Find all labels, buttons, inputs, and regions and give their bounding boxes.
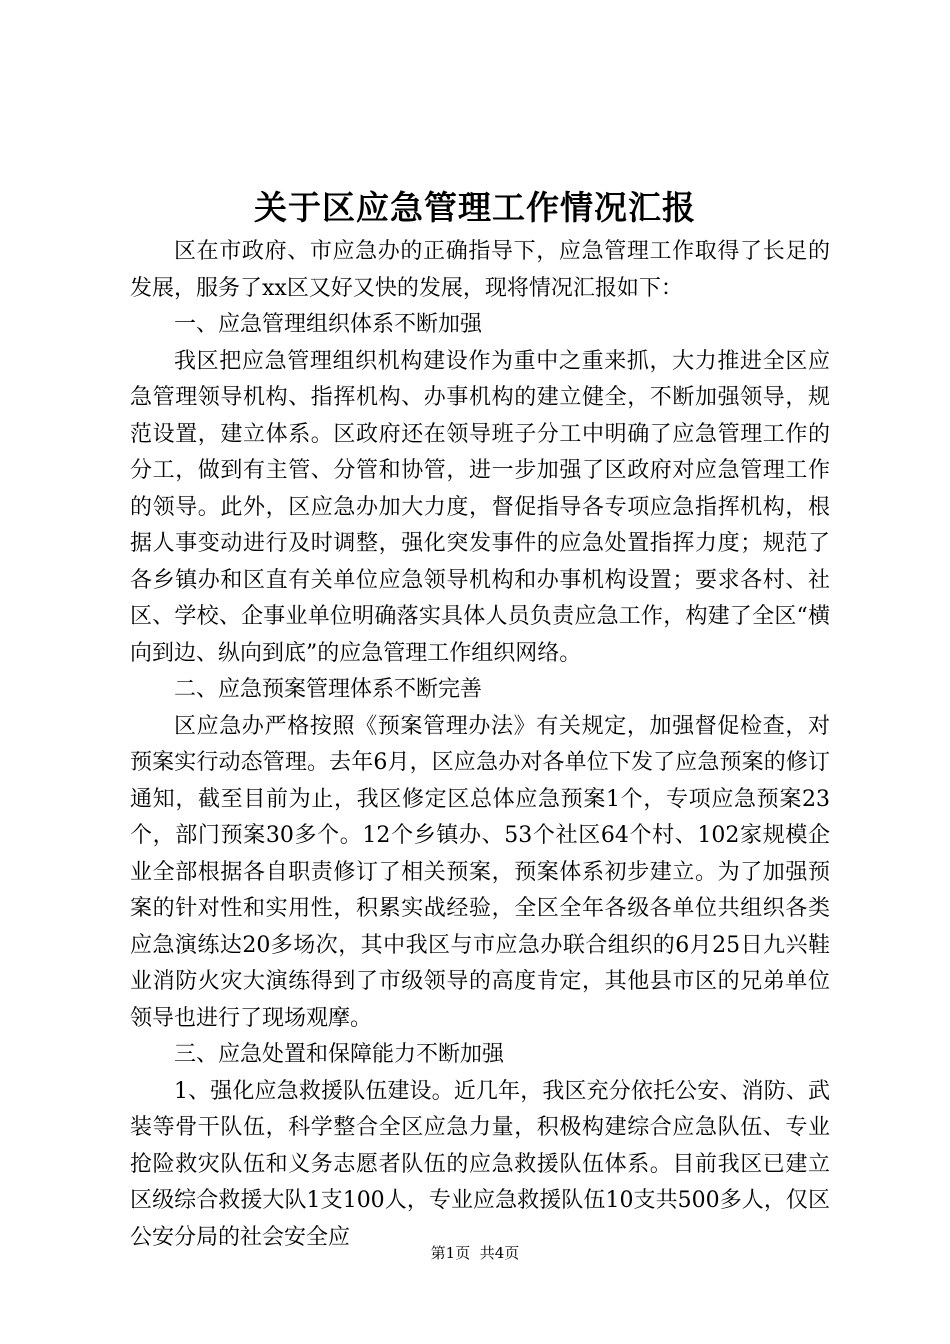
body-paragraph: 1、强化应急救援队伍建设。近几年，我区充分依托公安、消防、武装等骨干队伍，科学整合全区应急力量，积极构建综合应急队伍、专业抢险救灾队伍和义务志愿者队伍的应急救援队伍体系。目前我区已建立区级综合救援大队1支100人，专业应急救援队伍10支共500多人，仅区公安分局的社会安全应 — [130, 1078, 830, 1250]
body-paragraph: 区应急办严格按照《预案管理办法》有关规定，加强督促检查，对预案实行动态管理。去年6月，区应急办对各单位下发了应急预案的修订通知，截至目前为止，我区修定区总体应急预案1个，专项应急预案23个，部门预案30多个。12个乡镇办、53个社区64个村、102家规模企业全部根据各自职责修订了相关预案，预案体系初步建立。为了加强预案的针对性和实用性，积累实战经验，全区全年各级各单位共组织各类应急演练达20多场次，其中我区与市应急办联合组织的6月25日九兴鞋业消防火灾大演练得到了市级领导的高度肯定，其他县市区的兄弟单位领导也进行了现场观摩。 — [130, 713, 830, 1031]
section-heading-3: 三、应急处置和保障能力不断加强 — [174, 1042, 505, 1067]
page-footer — [0, 1243, 950, 1263]
page-total: 共4页 — [479, 1244, 520, 1262]
document-body — [130, 234, 830, 1256]
body-paragraph: 我区把应急管理组织机构建设作为重中之重来抓，大力推进全区应急管理领导机构、指挥机构、办事机构的建立健全，不断加强领导，规范设置，建立体系。区政府还在领导班子分工中明确了应急管理工作的分工，做到有主管、分管和协管，进一步加强了区政府对应急管理工作的领导。此外，区应急办加大力度，督促指导各专项应急指挥机构，根据人事变动进行及时调整，强化突发事件的应急处置指挥力度；规范了各乡镇办和区直有关单位应急领导机构和办事机构设置；要求各村、社区、学校、企事业单位明确落实具体人员负责应急工作，构建了全区“横向到边、纵向到底”的应急管理工作组织网络。 — [130, 348, 830, 666]
intro-paragraph: 区在市政府、市应急办的正确指导下，应急管理工作取得了长足的发展，服务了xx区又好又快的发展，现将情况汇报如下： — [130, 239, 830, 301]
document-title: 关于区应急管理工作情况汇报 — [254, 188, 696, 227]
section-heading-1: 一、应急管理组织体系不断加强 — [174, 312, 483, 337]
page-number: 第1页 — [430, 1244, 471, 1262]
section-heading-2: 二、应急预案管理体系不断完善 — [174, 677, 483, 702]
